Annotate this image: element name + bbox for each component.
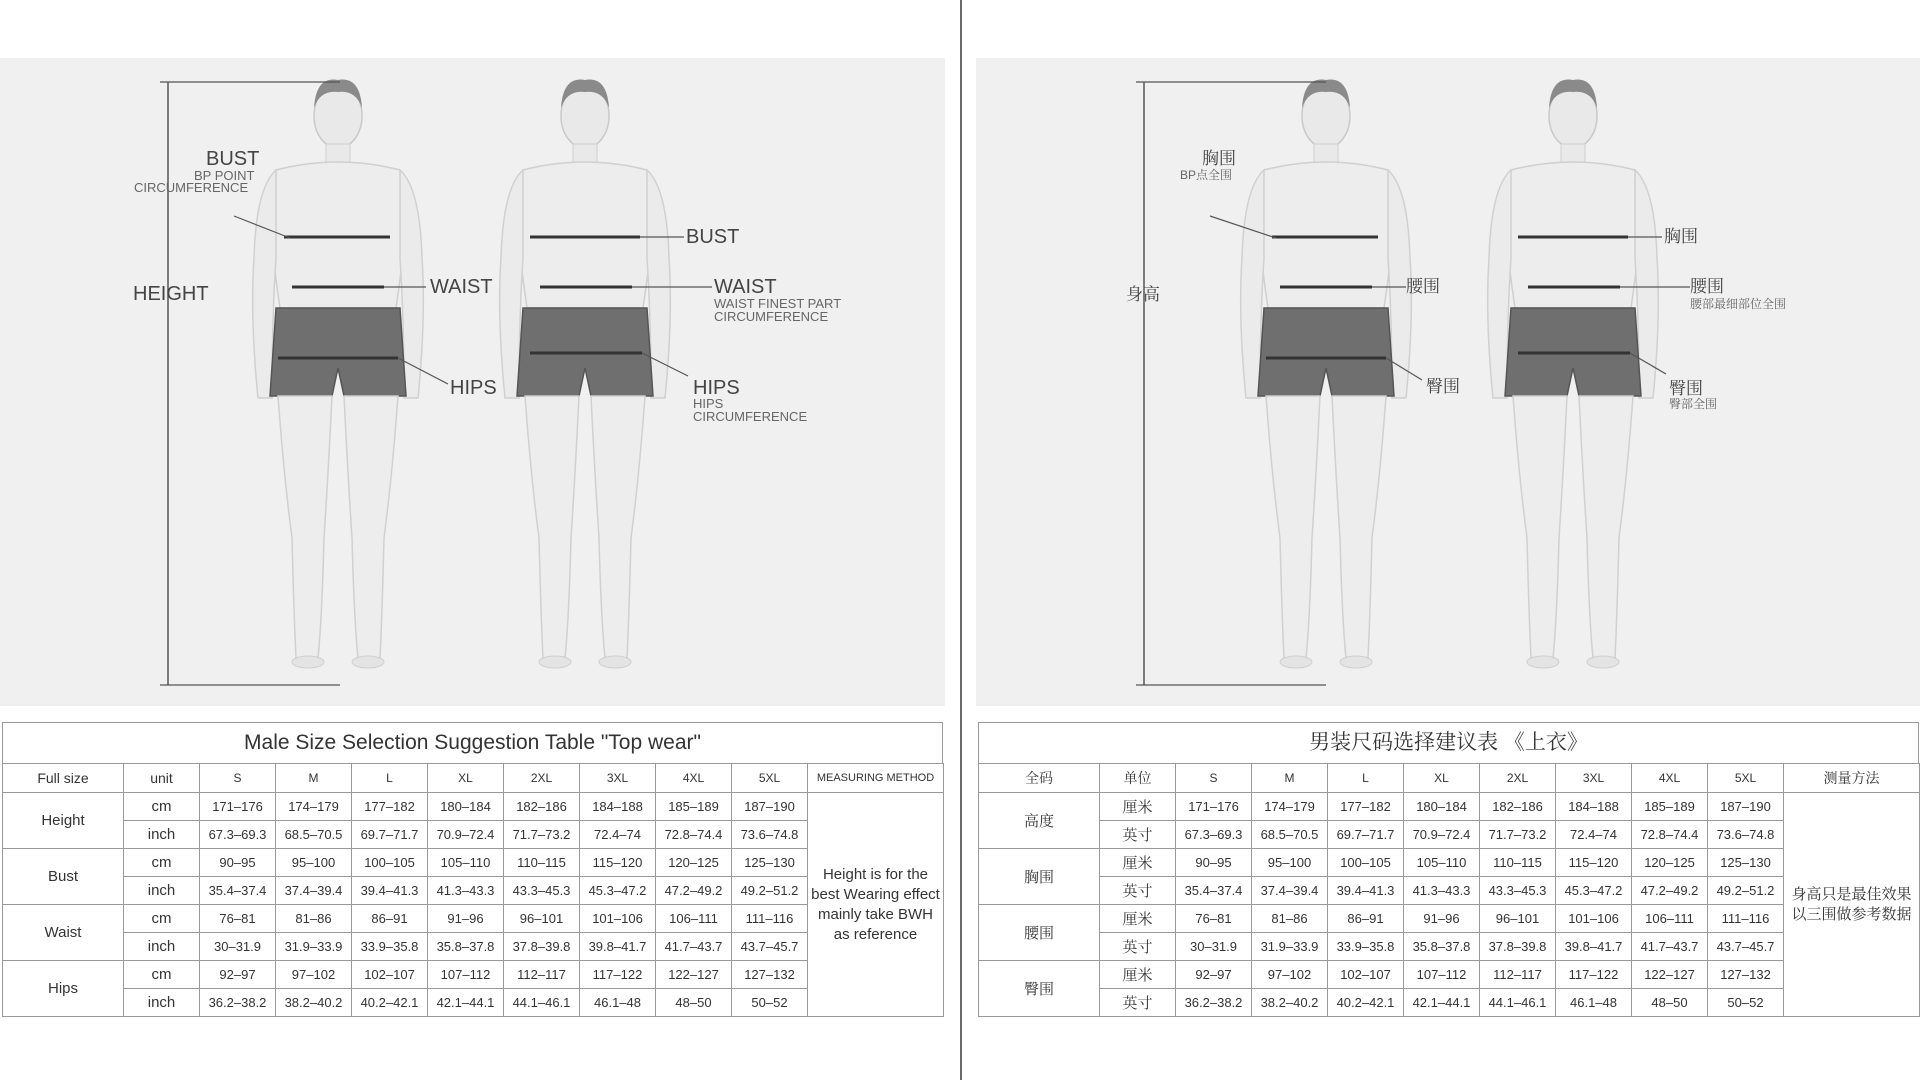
row-name: 胸围 — [979, 849, 1100, 905]
value-cell: 48–50 — [656, 989, 732, 1017]
row-name: 高度 — [979, 793, 1100, 849]
value-cell: 67.3–69.3 — [1176, 821, 1252, 849]
value-cell: 46.1–48 — [580, 989, 656, 1017]
value-cell: 70.9–72.4 — [1404, 821, 1480, 849]
chinese-size-table — [978, 722, 1919, 1017]
value-cell: 38.2–40.2 — [276, 989, 352, 1017]
value-cell: 46.1–48 — [1556, 989, 1632, 1017]
unit-cell: 英寸 — [1100, 989, 1176, 1017]
unit-cell: 英寸 — [1100, 877, 1176, 905]
header-cell: XL — [428, 764, 504, 793]
header-cell: unit — [124, 764, 200, 793]
unit-cell: inch — [124, 933, 200, 961]
hips-back-label: HIPS — [693, 377, 740, 399]
header-cell: 单位 — [1100, 764, 1176, 793]
value-cell: 101–106 — [1556, 905, 1632, 933]
value-cell: 171–176 — [200, 793, 276, 821]
value-cell: 112–117 — [504, 961, 580, 989]
value-cell: 117–122 — [1556, 961, 1632, 989]
bp-point-label: BP点全围 — [1180, 168, 1233, 182]
value-cell: 39.8–41.7 — [1556, 933, 1632, 961]
bp-circumference-label: CIRCUMFERENCE — [134, 180, 249, 195]
row-name: Waist — [3, 905, 124, 961]
measurement-illustration — [0, 58, 945, 706]
value-cell: 184–188 — [1556, 793, 1632, 821]
value-cell: 31.9–33.9 — [1252, 933, 1328, 961]
value-cell: 73.6–74.8 — [1708, 821, 1784, 849]
value-cell: 92–97 — [1176, 961, 1252, 989]
value-cell: 81–86 — [276, 905, 352, 933]
value-cell: 102–107 — [352, 961, 428, 989]
value-cell: 100–105 — [352, 849, 428, 877]
header-cell: 3XL — [580, 764, 656, 793]
value-cell: 42.1–44.1 — [428, 989, 504, 1017]
value-cell: 97–102 — [276, 961, 352, 989]
back-figure — [1488, 80, 1659, 668]
english-size-table — [2, 722, 943, 1017]
table-row — [979, 933, 1920, 961]
value-cell: 43.3–45.3 — [1480, 877, 1556, 905]
table-row — [3, 905, 944, 933]
waist-sub-label: 腰部最细部位全围 — [1690, 297, 1787, 311]
header-cell: M — [1252, 764, 1328, 793]
value-cell: 30–31.9 — [1176, 933, 1252, 961]
unit-cell: 英寸 — [1100, 821, 1176, 849]
value-cell: 39.4–41.3 — [1328, 877, 1404, 905]
value-cell: 36.2–38.2 — [1176, 989, 1252, 1017]
value-cell: 184–188 — [580, 793, 656, 821]
bust-label: 胸围 — [1202, 149, 1236, 168]
row-name: Bust — [3, 849, 124, 905]
value-cell: 30–31.9 — [200, 933, 276, 961]
value-cell: 115–120 — [580, 849, 656, 877]
header-cell: 4XL — [1632, 764, 1708, 793]
value-cell: 171–176 — [1176, 793, 1252, 821]
value-cell: 102–107 — [1328, 961, 1404, 989]
value-cell: 174–179 — [1252, 793, 1328, 821]
table-row — [3, 849, 944, 877]
value-cell: 37.4–39.4 — [276, 877, 352, 905]
header-cell: 5XL — [732, 764, 808, 793]
value-cell: 41.7–43.7 — [656, 933, 732, 961]
table-row — [979, 905, 1920, 933]
value-cell: 177–182 — [1328, 793, 1404, 821]
value-cell: 182–186 — [504, 793, 580, 821]
value-cell: 91–96 — [428, 905, 504, 933]
unit-cell: cm — [124, 849, 200, 877]
table-row — [3, 933, 944, 961]
value-cell: 39.8–41.7 — [580, 933, 656, 961]
value-cell: 111–116 — [1708, 905, 1784, 933]
row-name: 腰围 — [979, 905, 1100, 961]
value-cell: 45.3–47.2 — [580, 877, 656, 905]
header-cell: M — [276, 764, 352, 793]
header-cell: MEASURING METHOD — [808, 764, 944, 793]
value-cell: 37.8–39.8 — [504, 933, 580, 961]
unit-cell: inch — [124, 989, 200, 1017]
value-cell: 125–130 — [1708, 849, 1784, 877]
value-cell: 41.3–43.3 — [428, 877, 504, 905]
table-row — [979, 989, 1920, 1017]
waist-front-label: WAIST — [430, 276, 493, 298]
header-cell: Full size — [3, 764, 124, 793]
measuring-note: Height is for the best Wearing effect mainly take BWH as reference — [808, 793, 944, 1017]
value-cell: 31.9–33.9 — [276, 933, 352, 961]
table-row — [3, 877, 944, 905]
value-cell: 76–81 — [200, 905, 276, 933]
value-cell: 90–95 — [1176, 849, 1252, 877]
measuring-note: 身高只是最佳效果以三围做参考数据 — [1784, 793, 1920, 1017]
unit-cell: 厘米 — [1100, 905, 1176, 933]
header-cell: XL — [1404, 764, 1480, 793]
value-cell: 110–115 — [1480, 849, 1556, 877]
table-title: 男装尺码选择建议表 《上衣》 — [978, 722, 1919, 763]
unit-cell: cm — [124, 961, 200, 989]
header-cell: 全码 — [979, 764, 1100, 793]
value-cell: 35.8–37.8 — [428, 933, 504, 961]
value-cell: 105–110 — [1404, 849, 1480, 877]
value-cell: 33.9–35.8 — [1328, 933, 1404, 961]
bust-back-label: BUST — [686, 226, 740, 248]
value-cell: 106–111 — [656, 905, 732, 933]
bust-back-label: 胸围 — [1664, 227, 1698, 246]
header-cell: 测量方法 — [1784, 764, 1920, 793]
hips-front-label: HIPS — [450, 377, 497, 399]
height-label: HEIGHT — [133, 283, 209, 305]
value-cell: 50–52 — [732, 989, 808, 1017]
value-cell: 43.7–45.7 — [1708, 933, 1784, 961]
value-cell: 39.4–41.3 — [352, 877, 428, 905]
value-cell: 122–127 — [1632, 961, 1708, 989]
value-cell: 187–190 — [732, 793, 808, 821]
header-cell: S — [1176, 764, 1252, 793]
value-cell: 120–125 — [656, 849, 732, 877]
waist-finest-label: WAIST FINEST PART — [714, 296, 842, 311]
table-row — [979, 793, 1920, 821]
header-cell: S — [200, 764, 276, 793]
table-row — [979, 849, 1920, 877]
value-cell: 43.7–45.7 — [732, 933, 808, 961]
value-cell: 49.2–51.2 — [1708, 877, 1784, 905]
value-cell: 111–116 — [732, 905, 808, 933]
value-cell: 106–111 — [1632, 905, 1708, 933]
value-cell: 107–112 — [1404, 961, 1480, 989]
value-cell: 107–112 — [428, 961, 504, 989]
value-cell: 49.2–51.2 — [732, 877, 808, 905]
waist-back-label: WAIST — [714, 276, 777, 298]
value-cell: 105–110 — [428, 849, 504, 877]
value-cell: 44.1–46.1 — [1480, 989, 1556, 1017]
header-cell: 5XL — [1708, 764, 1784, 793]
value-cell: 44.1–46.1 — [504, 989, 580, 1017]
panel-divider — [960, 0, 962, 1080]
hips-sub-label: 臀部全围 — [1669, 397, 1718, 411]
hips-back-label: 臀围 — [1669, 379, 1703, 398]
header-row — [3, 764, 944, 793]
value-cell: 127–132 — [732, 961, 808, 989]
value-cell: 182–186 — [1480, 793, 1556, 821]
unit-cell: inch — [124, 877, 200, 905]
chinese-panel — [976, 0, 1920, 1080]
value-cell: 185–189 — [656, 793, 732, 821]
value-cell: 174–179 — [276, 793, 352, 821]
unit-cell: inch — [124, 821, 200, 849]
english-panel — [0, 0, 945, 1080]
bp-point-label: BP POINT — [194, 168, 255, 183]
value-cell: 43.3–45.3 — [504, 877, 580, 905]
unit-cell: 英寸 — [1100, 933, 1176, 961]
value-cell: 37.8–39.8 — [1480, 933, 1556, 961]
unit-cell: 厘米 — [1100, 793, 1176, 821]
value-cell: 101–106 — [580, 905, 656, 933]
table-row — [3, 989, 944, 1017]
value-cell: 50–52 — [1708, 989, 1784, 1017]
back-figure — [500, 80, 671, 668]
unit-cell: cm — [124, 905, 200, 933]
value-cell: 86–91 — [352, 905, 428, 933]
waist-front-label: 腰围 — [1406, 277, 1440, 296]
value-cell: 96–101 — [504, 905, 580, 933]
value-cell: 185–189 — [1632, 793, 1708, 821]
table-title: Male Size Selection Suggestion Table "Top wear" — [2, 722, 943, 763]
value-cell: 120–125 — [1632, 849, 1708, 877]
value-cell: 72.8–74.4 — [1632, 821, 1708, 849]
front-figure — [1241, 80, 1412, 668]
value-cell: 180–184 — [428, 793, 504, 821]
row-name: 臀围 — [979, 961, 1100, 1017]
table-row — [979, 961, 1920, 989]
value-cell: 33.9–35.8 — [352, 933, 428, 961]
unit-cell: cm — [124, 793, 200, 821]
value-cell: 45.3–47.2 — [1556, 877, 1632, 905]
value-cell: 47.2–49.2 — [656, 877, 732, 905]
value-cell: 68.5–70.5 — [1252, 821, 1328, 849]
waist-circumference-label: CIRCUMFERENCE — [714, 309, 829, 324]
table-row — [3, 793, 944, 821]
value-cell: 95–100 — [276, 849, 352, 877]
value-cell: 115–120 — [1556, 849, 1632, 877]
height-label: 身高 — [1126, 285, 1160, 304]
value-cell: 122–127 — [656, 961, 732, 989]
value-cell: 86–91 — [1328, 905, 1404, 933]
hips-circumference-label: CIRCUMFERENCE — [693, 409, 808, 424]
row-name: Height — [3, 793, 124, 849]
value-cell: 110–115 — [504, 849, 580, 877]
value-cell: 35.8–37.8 — [1404, 933, 1480, 961]
value-cell: 42.1–44.1 — [1404, 989, 1480, 1017]
value-cell: 35.4–37.4 — [1176, 877, 1252, 905]
value-cell: 41.3–43.3 — [1404, 877, 1480, 905]
row-name: Hips — [3, 961, 124, 1017]
value-cell: 100–105 — [1328, 849, 1404, 877]
value-cell: 48–50 — [1632, 989, 1708, 1017]
value-cell: 69.7–71.7 — [1328, 821, 1404, 849]
value-cell: 177–182 — [352, 793, 428, 821]
value-cell: 81–86 — [1252, 905, 1328, 933]
value-cell: 38.2–40.2 — [1252, 989, 1328, 1017]
unit-cell: 厘米 — [1100, 961, 1176, 989]
value-cell: 95–100 — [1252, 849, 1328, 877]
value-cell: 180–184 — [1404, 793, 1480, 821]
value-cell: 92–97 — [200, 961, 276, 989]
table-row — [3, 961, 944, 989]
value-cell: 40.2–42.1 — [1328, 989, 1404, 1017]
value-cell: 73.6–74.8 — [732, 821, 808, 849]
bust-label: BUST — [206, 148, 260, 170]
value-cell: 69.7–71.7 — [352, 821, 428, 849]
value-cell: 37.4–39.4 — [1252, 877, 1328, 905]
value-cell: 47.2–49.2 — [1632, 877, 1708, 905]
value-cell: 71.7–73.2 — [504, 821, 580, 849]
value-cell: 71.7–73.2 — [1480, 821, 1556, 849]
value-cell: 72.4–74 — [1556, 821, 1632, 849]
value-cell: 40.2–42.1 — [352, 989, 428, 1017]
table-row — [979, 877, 1920, 905]
value-cell: 67.3–69.3 — [200, 821, 276, 849]
value-cell: 90–95 — [200, 849, 276, 877]
header-cell: 2XL — [504, 764, 580, 793]
value-cell: 76–81 — [1176, 905, 1252, 933]
value-cell: 127–132 — [1708, 961, 1784, 989]
header-cell: 4XL — [656, 764, 732, 793]
value-cell: 35.4–37.4 — [200, 877, 276, 905]
value-cell: 187–190 — [1708, 793, 1784, 821]
value-cell: 36.2–38.2 — [200, 989, 276, 1017]
hips-sub-label: HIPS — [693, 396, 724, 411]
value-cell: 112–117 — [1480, 961, 1556, 989]
unit-cell: 厘米 — [1100, 849, 1176, 877]
value-cell: 68.5–70.5 — [276, 821, 352, 849]
front-figure — [253, 80, 424, 668]
header-row — [979, 764, 1920, 793]
value-cell: 125–130 — [732, 849, 808, 877]
value-cell: 41.7–43.7 — [1632, 933, 1708, 961]
value-cell: 97–102 — [1252, 961, 1328, 989]
value-cell: 70.9–72.4 — [428, 821, 504, 849]
waist-back-label: 腰围 — [1690, 277, 1724, 296]
value-cell: 72.4–74 — [580, 821, 656, 849]
measurement-illustration — [976, 58, 1920, 706]
hips-front-label: 臀围 — [1426, 377, 1460, 396]
header-cell: L — [1328, 764, 1404, 793]
value-cell: 96–101 — [1480, 905, 1556, 933]
table-row — [3, 821, 944, 849]
header-cell: L — [352, 764, 428, 793]
value-cell: 117–122 — [580, 961, 656, 989]
header-cell: 3XL — [1556, 764, 1632, 793]
header-cell: 2XL — [1480, 764, 1556, 793]
value-cell: 91–96 — [1404, 905, 1480, 933]
value-cell: 72.8–74.4 — [656, 821, 732, 849]
table-row — [979, 821, 1920, 849]
